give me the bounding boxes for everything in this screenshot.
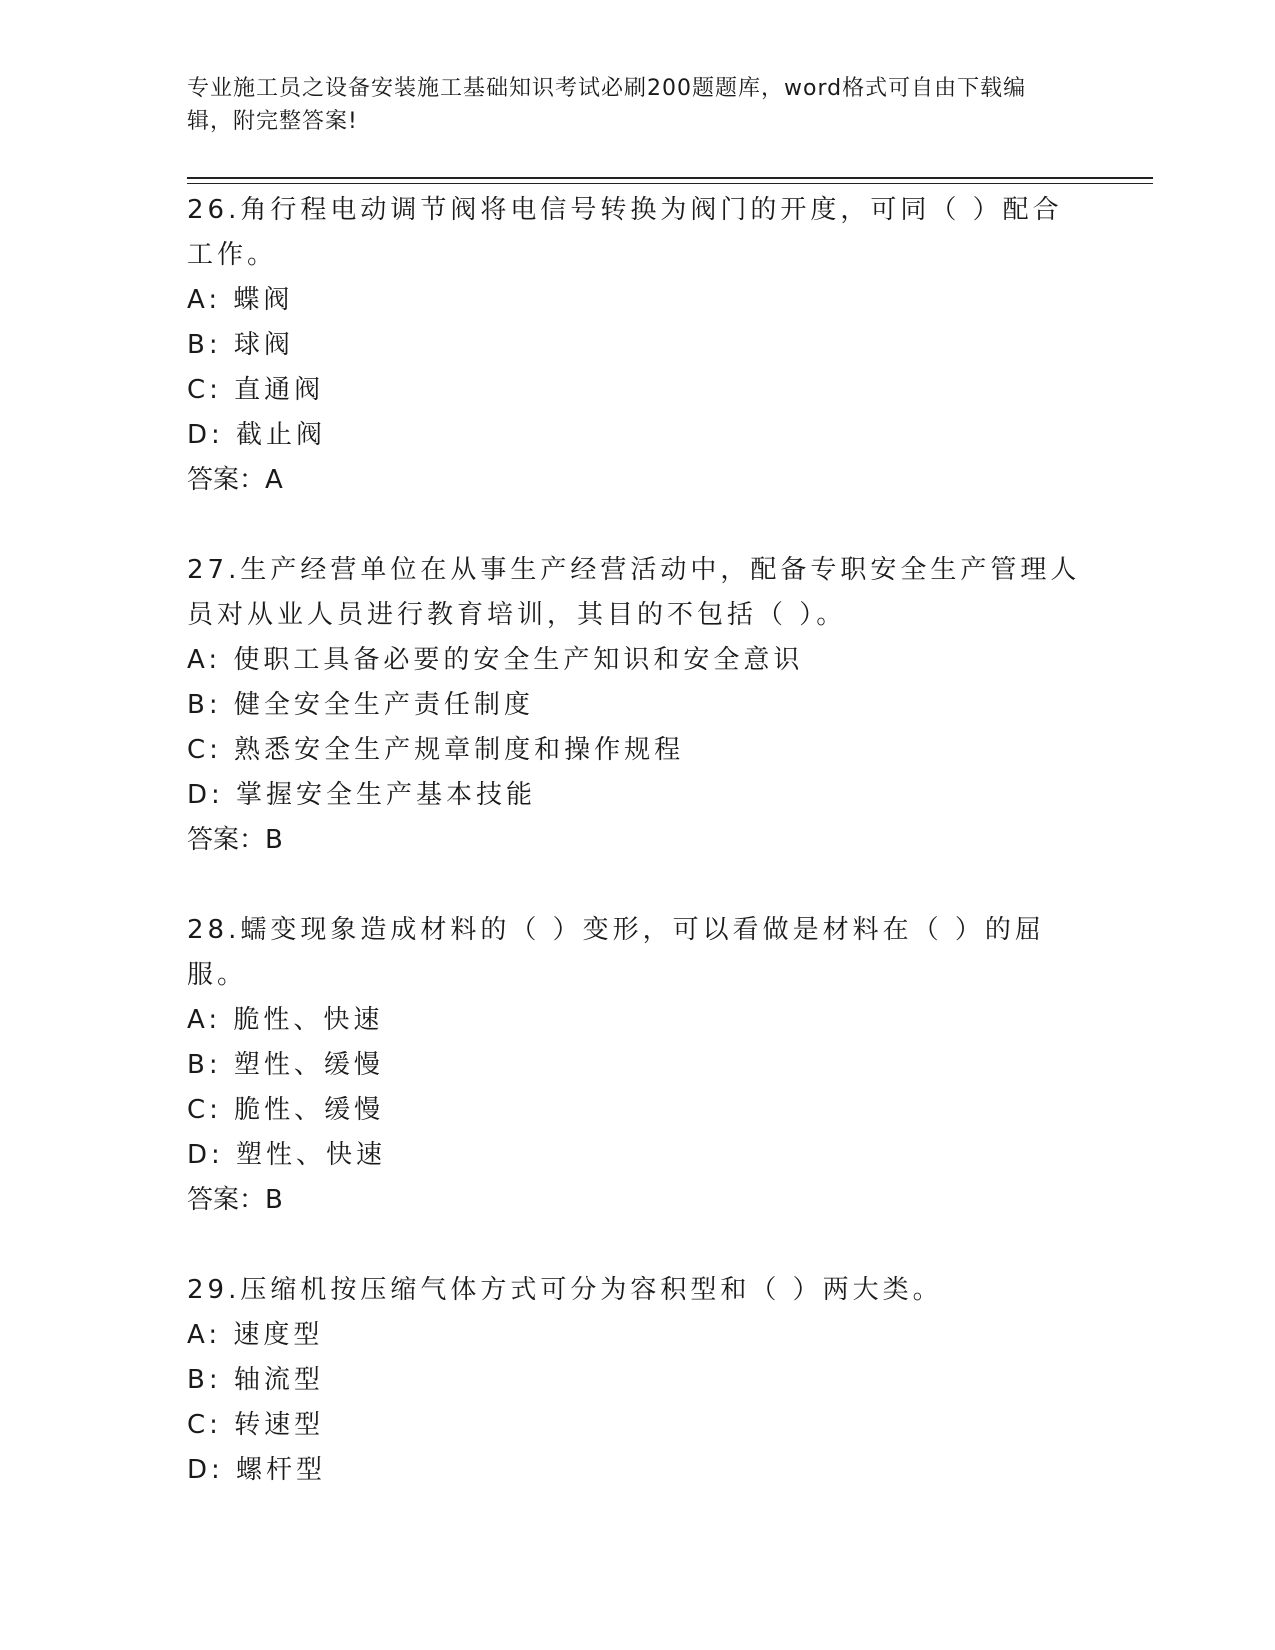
answer-label: 答案：B bbox=[187, 825, 283, 855]
option-b: B: 球阀 bbox=[187, 330, 294, 360]
option-d: D: 螺杆型 bbox=[187, 1455, 327, 1485]
question-stem: 28.蠕变现象造成材料的（ ）变形，可以看做是材料在（ ）的屈服。 bbox=[187, 915, 1045, 990]
option-c: C: 转速型 bbox=[187, 1410, 325, 1440]
option-a: A: 蝶阀 bbox=[187, 285, 294, 315]
option-c: C: 熟悉安全生产规章制度和操作规程 bbox=[187, 735, 685, 765]
question-stem: 27.生产经营单位在从事生产经营活动中，配备专职安全生产管理人员对从业人员进行教育培训，其目的不包括（ ）。 bbox=[187, 555, 1081, 630]
option-a: A: 使职工具备必要的安全生产知识和安全意识 bbox=[187, 645, 804, 675]
option-a: A: 脆性、快速 bbox=[187, 1005, 384, 1035]
option-c: C: 直通阀 bbox=[187, 375, 325, 405]
question-26 bbox=[187, 188, 1087, 503]
option-d: D: 塑性、快速 bbox=[187, 1140, 387, 1170]
option-d: D: 截止阀 bbox=[187, 420, 327, 450]
answer-label: 答案：A bbox=[187, 465, 283, 495]
question-27 bbox=[187, 548, 1087, 863]
question-29 bbox=[187, 1268, 1087, 1493]
option-b: B: 轴流型 bbox=[187, 1365, 324, 1395]
option-a: A: 速度型 bbox=[187, 1320, 324, 1350]
question-list bbox=[187, 188, 1087, 1538]
option-b: B: 健全安全生产责任制度 bbox=[187, 690, 534, 720]
question-28 bbox=[187, 908, 1087, 1223]
header-rule-thin bbox=[187, 183, 1153, 184]
question-stem: 29.压缩机按压缩气体方式可分为容积型和（ ）两大类。 bbox=[187, 1275, 943, 1305]
header-rule-thick bbox=[187, 177, 1153, 179]
option-c: C: 脆性、缓慢 bbox=[187, 1095, 385, 1125]
option-b: B: 塑性、缓慢 bbox=[187, 1050, 384, 1080]
question-stem: 26.角行程电动调节阀将电信号转换为阀门的开度，可同（ ）配合工作。 bbox=[187, 195, 1063, 270]
option-d: D: 掌握安全生产基本技能 bbox=[187, 780, 537, 810]
answer-label: 答案：B bbox=[187, 1185, 283, 1215]
document-header: 专业施工员之设备安装施工基础知识考试必刷200题题库，word格式可自由下载编辑，附完整答案! bbox=[187, 76, 1027, 134]
